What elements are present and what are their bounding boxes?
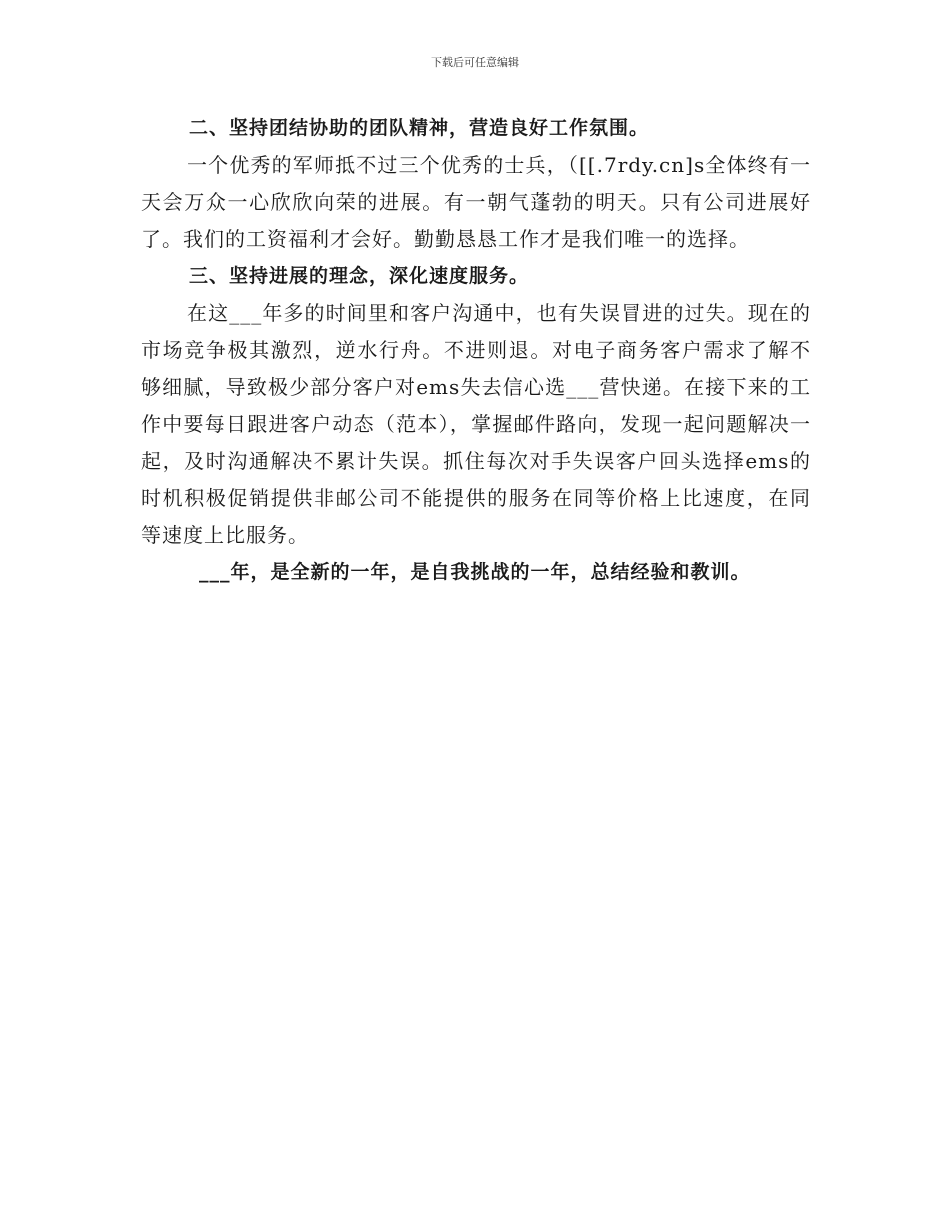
section-heading-2: 二、坚持团结协助的团队精神，营造良好工作氛围。	[189, 117, 650, 139]
document-body	[141, 110, 811, 591]
paragraph-2: 在这___年多的时间里和客户沟通中，也有失误冒进的过失。现在的市场竞争极其激烈，逆水行舟。不进则退。对电子商务客户需求了解不够细腻，导致极少部分客户对ems失去信心选___营快递。在接下来的工作中要每日跟进客户动态（范本），掌握邮件路向，发现一起问题解决一起，及时沟通解决不累计失误。抓住每次对手失误客户回头选择ems的时机积极促销提供非邮公司不能提供的服务在同等价格上比速度，在同等速度上比服务。	[141, 301, 811, 547]
header-note: 下载后可任意编辑	[431, 56, 519, 69]
closing-line: ___年，是全新的一年，是自我挑战的一年，总结经验和教训。	[199, 561, 751, 583]
paragraph-1: 一个优秀的军师抵不过三个优秀的士兵，（[[.7rdy.cn]s全体终有一天会万众一心欣欣向荣的进展。有一朝气蓬勃的明天。只有公司进展好了。我们的工资福利才会好。勤勤恳恳工作才是我们唯一的选择。	[141, 153, 811, 251]
section-heading-3: 三、坚持进展的理念，深化速度服务。	[189, 265, 530, 287]
